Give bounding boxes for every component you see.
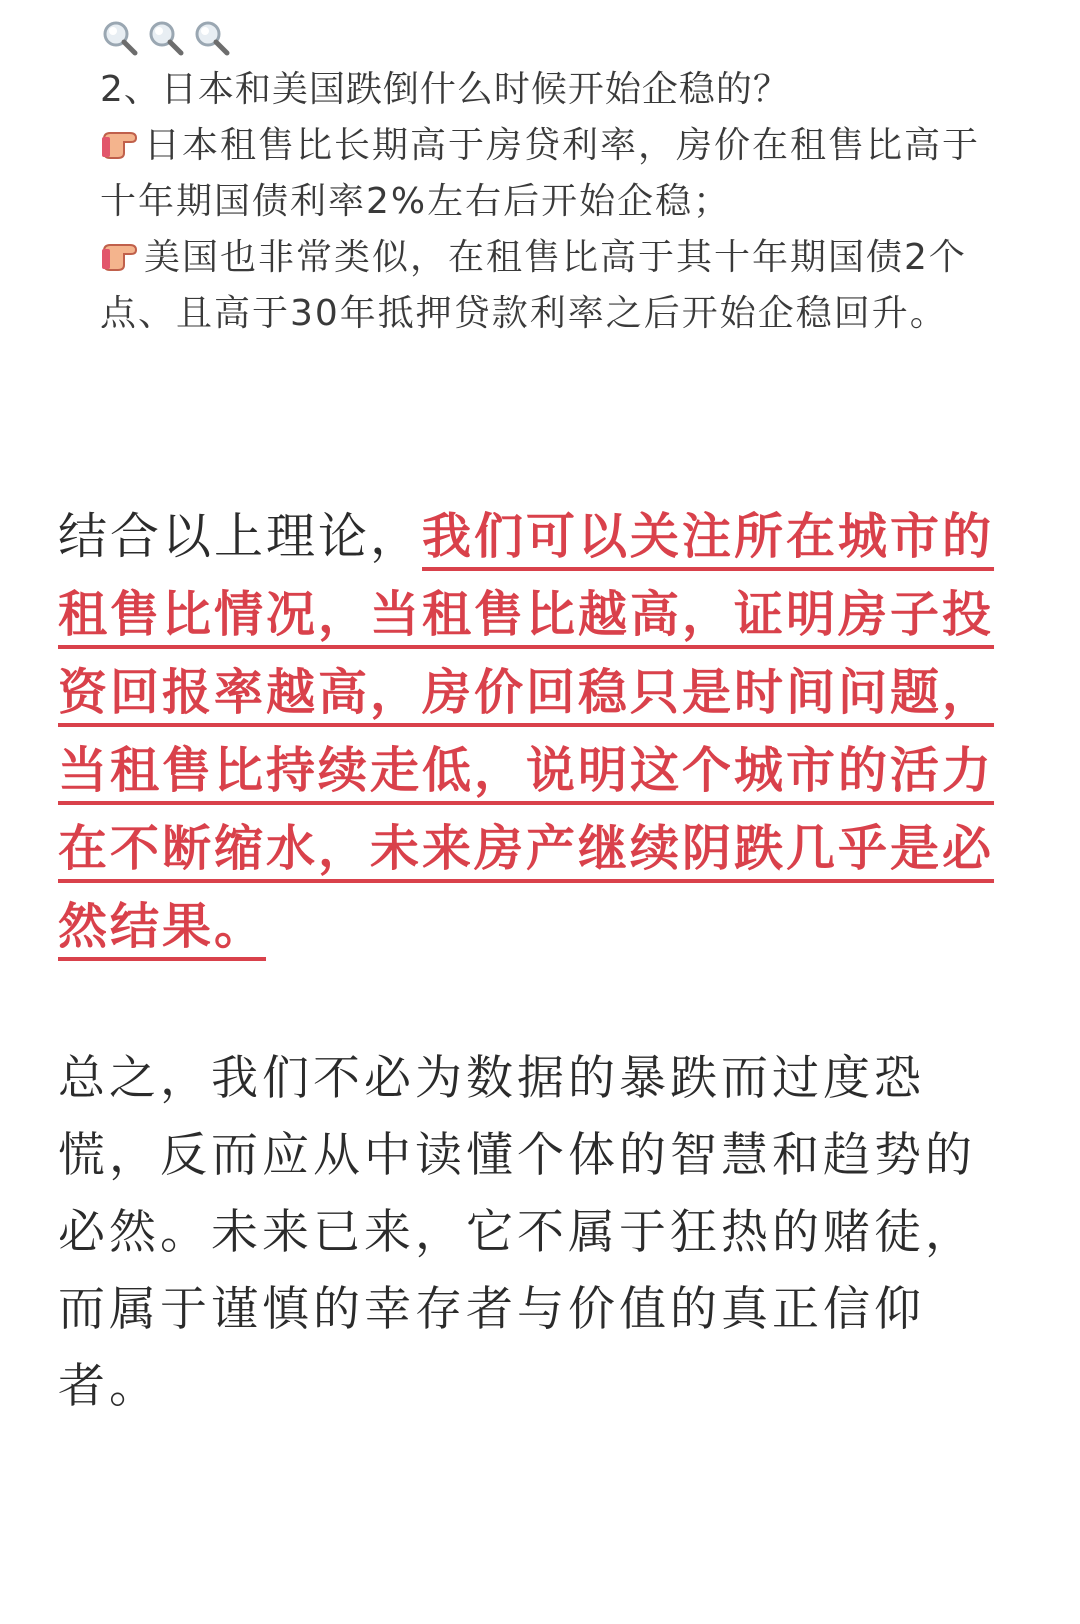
highlighted-text: 我们可以关注所在城市的租售比情况，当租售比越高，证明房子投资回报率越高，房价回稳只是时间问题，当租售比持续走低，说明这个城市的活力在不断缩水，未来房产继续阴跌几乎是必然结果。 (58, 508, 995, 955)
usa-point (100, 230, 1000, 342)
top-section (100, 14, 1000, 342)
pointing-finger-icon (100, 241, 142, 273)
conclusion-paragraph: 总之，我们不必为数据的暴跌而过度恐慌，反而应从中读懂个体的智慧和趋势的必然。未来已来，它不属于狂热的赌徒，而属于谨慎的幸存者与价值的真正信仰者。 (58, 1051, 976, 1414)
japan-point (100, 118, 1000, 230)
magnifier-icon (100, 18, 140, 58)
middle-lead-text: 结合以上理论， (58, 508, 423, 565)
middle-paragraph (58, 498, 1020, 966)
magnifier-icon-row (100, 14, 1000, 62)
pointing-finger-icon (100, 129, 142, 161)
usa-point-text: 美国也非常类似，在租售比高于其十年期国债2个点、且高于30年抵押贷款利率之后开始企稳回升。 (100, 237, 967, 334)
japan-point-text: 日本租售比长期高于房贷利率，房价在租售比高于十年期国债利率2%左右后开始企稳； (100, 125, 981, 222)
question-heading: 2、日本和美国跌倒什么时候开始企稳的？ (100, 69, 790, 110)
magnifier-icon (192, 18, 232, 58)
magnifier-icon (146, 18, 186, 58)
